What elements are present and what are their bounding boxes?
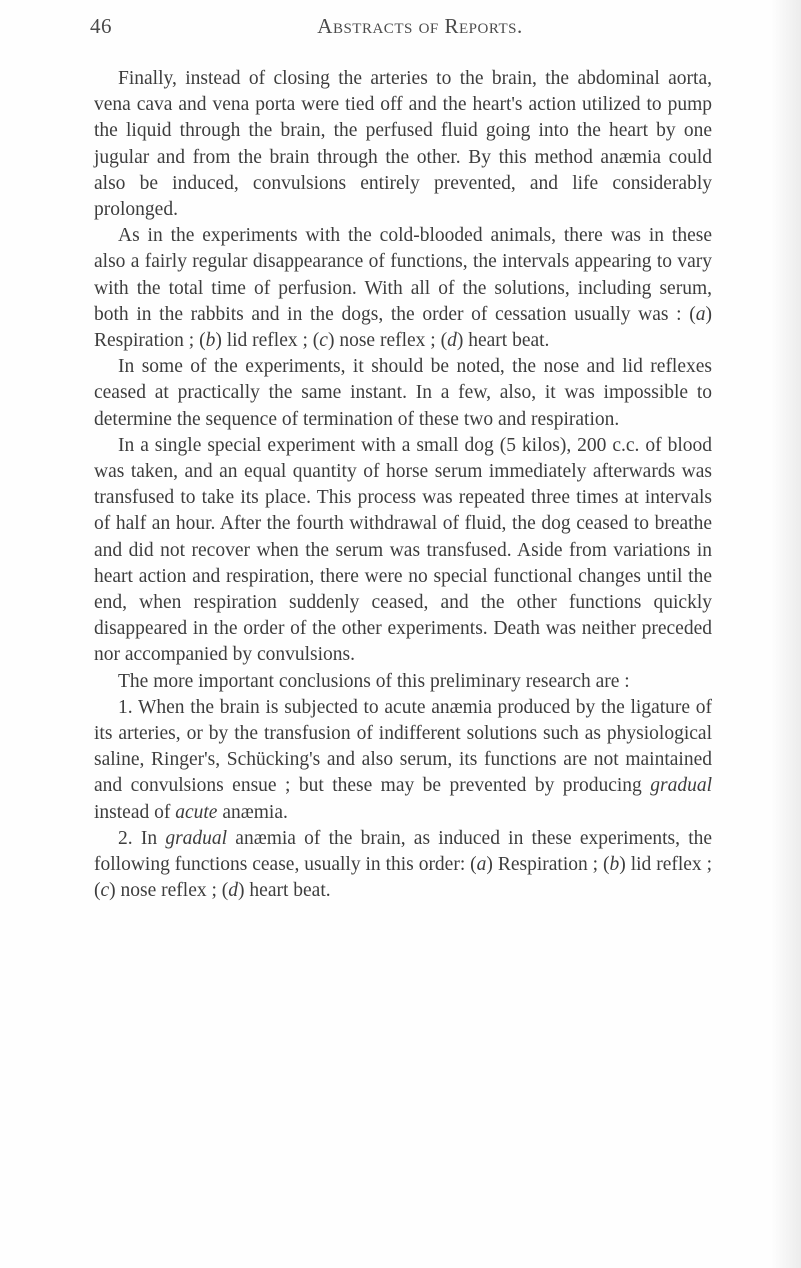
order-label-b: b [205, 330, 216, 352]
paragraph-2: As in the experiments with the cold-blooded animals, there was in these also a fairly regular disappearance of functions, the intervals appearing to vary with the total time of perfusion. With all of the solutions, including serum, both in the rabbits and in the dogs, the order of cessation usually was : (a) Respiration ; (b) lid reflex ; (c) nose reflex ; (d) heart beat. [94, 225, 712, 352]
paragraph-3: In some of the experiments, it should be noted, the nose and lid reflexes ceased at practically the same instant. In a few, also, it was impossible to determine the sequence of termination of these two and respiration. [94, 356, 712, 430]
conclusion-1 [94, 695, 712, 826]
order-label-c: c [319, 330, 328, 352]
conclusion-2-label-c: c [100, 880, 110, 902]
conclusion-2: 2. In gradual anæmia of the brain, as induced in these experiments, the following functions cease, usually in this order: (a) Respiration ; (b) lid reflex ; (c) nose reflex ; (d) heart beat. [94, 827, 713, 902]
running-title: Abstracts of Reports. [317, 14, 523, 38]
order-label-d: d [447, 330, 457, 352]
paragraph-4: In a single special experiment with a small dog (5 kilos), 200 c.c. of blood was taken, and an equal quantity of horse serum immediately afterwards was transfused to take its place. This process was repeated three times at intervals of half an hour. After the fourth withdrawal of fluid, the dog ceased to breathe and did not recover when the serum was transfused. Aside from variations in heart action and respiration, there were no special functional changes until the end, when respiration suddenly ceased, and the other functions quickly disappeared in the order of the other experiments. Death was neither preceded nor accompanied by convulsions. [94, 434, 712, 666]
page-number: 46 [90, 14, 112, 38]
conclusion-2-emphasis-gradual: gradual [165, 827, 228, 849]
conclusion-1-number: 1. [118, 696, 133, 718]
order-item-b: lid reflex ; [226, 330, 308, 352]
conclusion-2-item-b: lid reflex ; [630, 854, 712, 876]
conclusion-2-label-d: d [228, 880, 239, 902]
conclusion-2-item-d: heart beat. [249, 880, 331, 902]
body-text [94, 66, 712, 905]
conclusion-2-item-a: Respiration ; [497, 854, 599, 876]
order-label-a: a [695, 303, 706, 325]
order-item-a: Respiration ; [94, 330, 195, 352]
paragraph-2-text: As in the experiments with the cold-blooded animals, there was in these also a fairly regular disappearance of functions, the intervals appearing to vary with the total time of perfusion. With all of the solutions, including serum, both in the rabbits and in the dogs, the order of cessation usually was : [94, 225, 712, 325]
conclusion-1-emphasis-gradual: gradual [650, 775, 713, 797]
conclusion-2-label-b: b [609, 854, 620, 876]
paragraph-1: Finally, instead of closing the arteries to the brain, the abdominal aorta, vena cava and vena porta were tied off and the heart's action utilized to pump the liquid through the brain, the perfused fluid going into the heart by one jugular and from the brain through the other. By this method anæmia could also be induced, convulsions entirely prevented, and life considerably prolonged. [94, 68, 712, 221]
page-edge-shadow [771, 0, 801, 1268]
order-item-d: heart beat. [468, 330, 550, 352]
conclusion-1-emphasis-acute: acute [175, 801, 218, 823]
conclusion-1-text-end: anæmia. [222, 801, 288, 823]
paragraph-5: The more important conclusions of this preliminary research are : [118, 670, 630, 692]
conclusion-2-text: In [140, 827, 158, 849]
conclusion-2-text-end: anæmia of the brain, as induced in these experiments, the following functions cease, usually in this order: [94, 827, 713, 876]
conclusion-1-text: When the brain is subjected to acute anæmia produced by the ligature of its arteries, or by the transfusion of indifferent solutions such as physiological saline, Ringer's, Schücking's and also serum, its functions are not maintained and convulsions ensue ; but these may be prevented by producing [94, 696, 712, 797]
conclusion-2-label-a: a [476, 854, 487, 876]
order-item-c: nose reflex ; [339, 330, 436, 352]
conclusion-1-text-mid: instead of [94, 801, 171, 823]
conclusion-2-number: 2. [118, 827, 133, 849]
conclusion-2-item-c: nose reflex ; [120, 880, 217, 902]
